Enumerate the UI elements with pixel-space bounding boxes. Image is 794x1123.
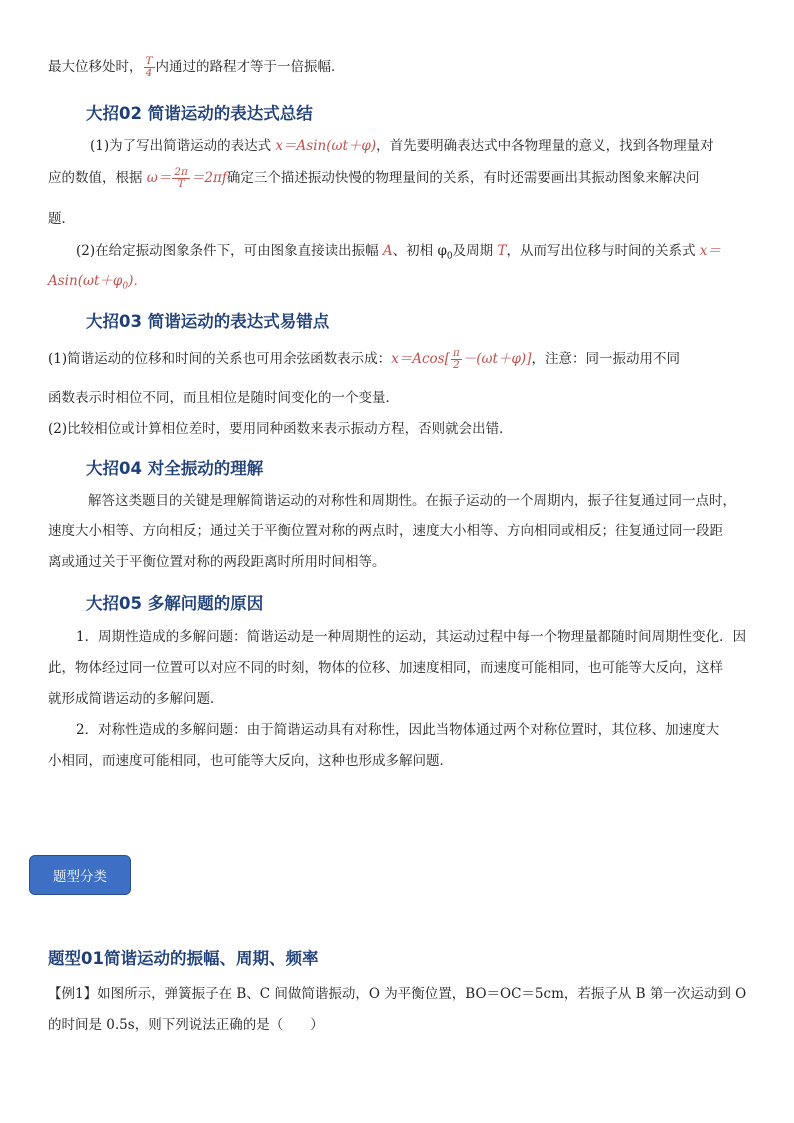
s2-para1-line1: (1)为了写出简谐运动的表达式 x＝Asin(ωt＋φ)，首先要明确表达式中各物理量的意义，找到各物理量对 <box>90 138 714 154</box>
question-type-title-01: 题型01简谐运动的振幅、周期、频率 <box>48 949 319 968</box>
s5-line5: 小相同，而速度可能相同，也可能等大反向，这种也形成多解问题． <box>48 753 453 769</box>
s2-para1-line3: 题． <box>48 211 75 227</box>
intro-text: 最大位移处时， <box>48 59 143 75</box>
section-title-05: 大招05 多解问题的原因 <box>86 594 264 613</box>
example1-line2: 的时间是 0.5s，则下列说法正确的是（ ） <box>48 1017 324 1033</box>
s5-line4: 2．对称性造成的多解问题：由于简谐运动具有对称性，因此当物体通过两个对称位置时，其位移、加速度大 <box>76 722 720 738</box>
example1-line1: 【例1】如图所示，弹簧振子在 B、C 间做简谐振动，O 为平衡位置，BO＝OC＝5cm，若振子从 B 第一次运动到 O <box>48 986 747 1002</box>
section-title-04: 大招04 对全振动的理解 <box>86 459 264 478</box>
fraction-pi-over-2: $\frac{\pi}{2}$ <box>452 347 460 371</box>
section-title-03: 大招03 简谐运动的表达式易错点 <box>86 312 330 331</box>
s5-line2: 此，物体经过同一位置可以对应不同的时刻，物体的位移、加速度相同，而速度可能相同，也可能等大反向，这样 <box>48 660 723 676</box>
s5-line3: 就形成简谐运动的多解问题． <box>48 691 224 707</box>
fraction-t-over-4: $\frac{T}{4}$ <box>145 55 153 79</box>
s3-para1-line2: 函数表示时相位不同，而且相位是随时间变化的一个变量． <box>48 390 399 406</box>
s2-para2-line2: $Asin(\omega t+\varphi_0)$． <box>48 273 147 292</box>
s3-para1-line1: (1)简谐运动的位移和时间的关系也可用余弦函数表示成：x＝Acos[ $\frac{\pi}{2}$ －(ωt＋φ)]，注意：同一振动用不同 <box>48 347 680 371</box>
s4-line2: 速度大小相等、方向相反；通过关于平衡位置对称的两点时，速度大小相等、方向相同或相反；往复通过同一段距 <box>48 523 723 539</box>
s2-para2-line1: (2)在给定振动图象条件下，可由图象直接读出振幅 A、初相 $\varphi_0$及周期 T，从而写出位移与时间的关系式 x＝ <box>76 243 721 262</box>
s2-para1-line2: 应的数值，根据 ω＝ $\frac{2\pi}{T}$ ＝2πf确定三个描述振动快慢的物理量间的关系，有时还需要画出其振动图象来解决问 <box>48 166 700 190</box>
intro-line <box>48 56 748 79</box>
s4-line1: 解答这类题目的关键是理解简谐运动的对称性和周期性。在振子运动的一个周期内，振子往复通过同一点时， <box>88 493 736 509</box>
formula-x-asin: x＝Asin(ωt＋φ) <box>275 138 377 154</box>
s4-line3: 离或通过关于平衡位置对称的两段距离时所用时间相等。 <box>48 554 386 570</box>
intro-text-tail: 内通过的路程才等于一倍振幅． <box>155 59 345 75</box>
fraction-2pi-over-t: $\frac{2\pi}{T}$ <box>174 166 188 190</box>
s5-line1: 1．周期性造成的多解问题：简谐运动是一种周期性的运动，其运动过程中每一个物理量都随时间周期性变化．因 <box>76 629 747 645</box>
s3-para2: (2)比较相位或计算相位差时，要用同种函数来表示振动方程，否则就会出错． <box>48 421 513 437</box>
section-title-02: 大招02 简谐运动的表达式总结 <box>86 104 313 123</box>
question-category-button[interactable]: 题型分类 <box>29 855 131 895</box>
